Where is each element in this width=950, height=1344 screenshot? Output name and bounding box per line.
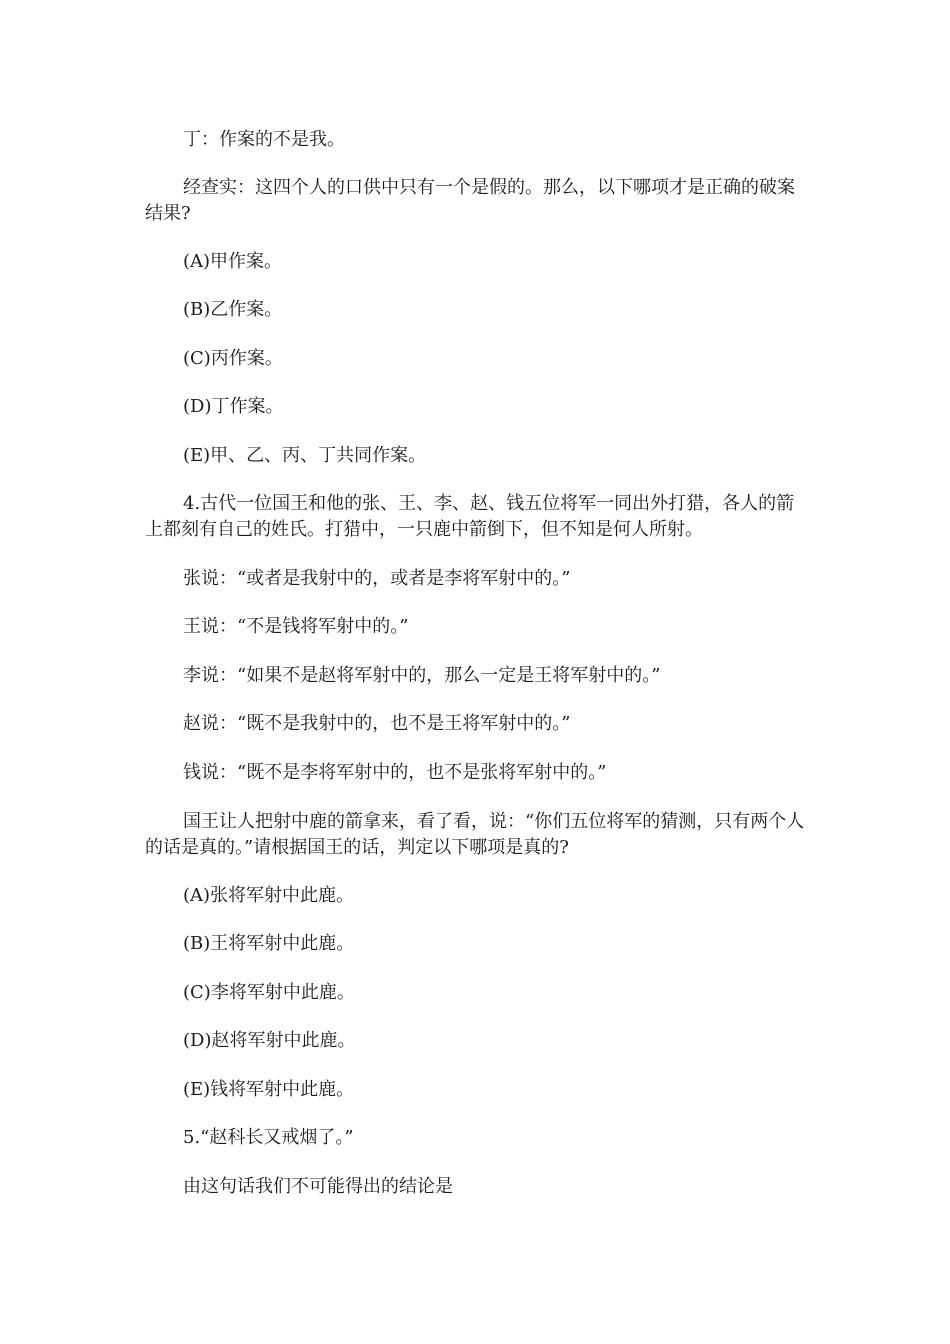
option-c: (C)李将军射中此鹿。 [183,982,355,1003]
question-5-prompt: 由这句话我们不可能得出的结论是 [183,1176,453,1197]
option-d: (D)丁作案。 [183,396,284,417]
li-statement: 李说：“如果不是赵将军射中的，那么一定是王将军射中的。” [183,665,661,686]
option-e: (E)钱将军射中此鹿。 [183,1079,355,1100]
king-statement-question: 国王让人把射中鹿的箭拿来，看了看，说：“你们五位将军的猜测，只有两个人的话是真的。”请根据国王的话，判定以下哪项是真的? [145,811,805,858]
zhao-statement: 赵说：“既不是我射中的，也不是王将军射中的。” [183,713,571,734]
question-5-stem: 5.“赵科长又戒烟了。” [183,1127,354,1148]
wang-statement: 王说：“不是钱将军射中的。” [183,616,409,637]
question-4-stem: 4.古代一位国王和他的张、王、李、赵、钱五位将军一同出外打猎，各人的箭上都刻有自己的姓氏。打猎中，一只鹿中箭倒下，但不知是何人所射。 [145,493,795,540]
option-c: (C)丙作案。 [183,348,283,369]
zhang-statement: 张说：“或者是我射中的，或者是李将军射中的。” [183,568,571,589]
paragraph-ding-statement: 丁：作案的不是我。 [183,129,345,150]
option-d: (D)赵将军射中此鹿。 [183,1030,356,1051]
option-a: (A)甲作案。 [183,251,283,272]
option-a: (A)张将军射中此鹿。 [183,885,355,906]
option-e: (E)甲、乙、丙、丁共同作案。 [183,445,427,466]
option-b: (B)乙作案。 [183,299,283,320]
paragraph-investigation-question: 经查实：这四个人的口供中只有一个是假的。那么，以下哪项才是正确的破案结果? [145,177,795,224]
option-b: (B)王将军射中此鹿。 [183,933,355,954]
qian-statement: 钱说：“既不是李将军射中的，也不是张将军射中的。” [183,762,607,783]
